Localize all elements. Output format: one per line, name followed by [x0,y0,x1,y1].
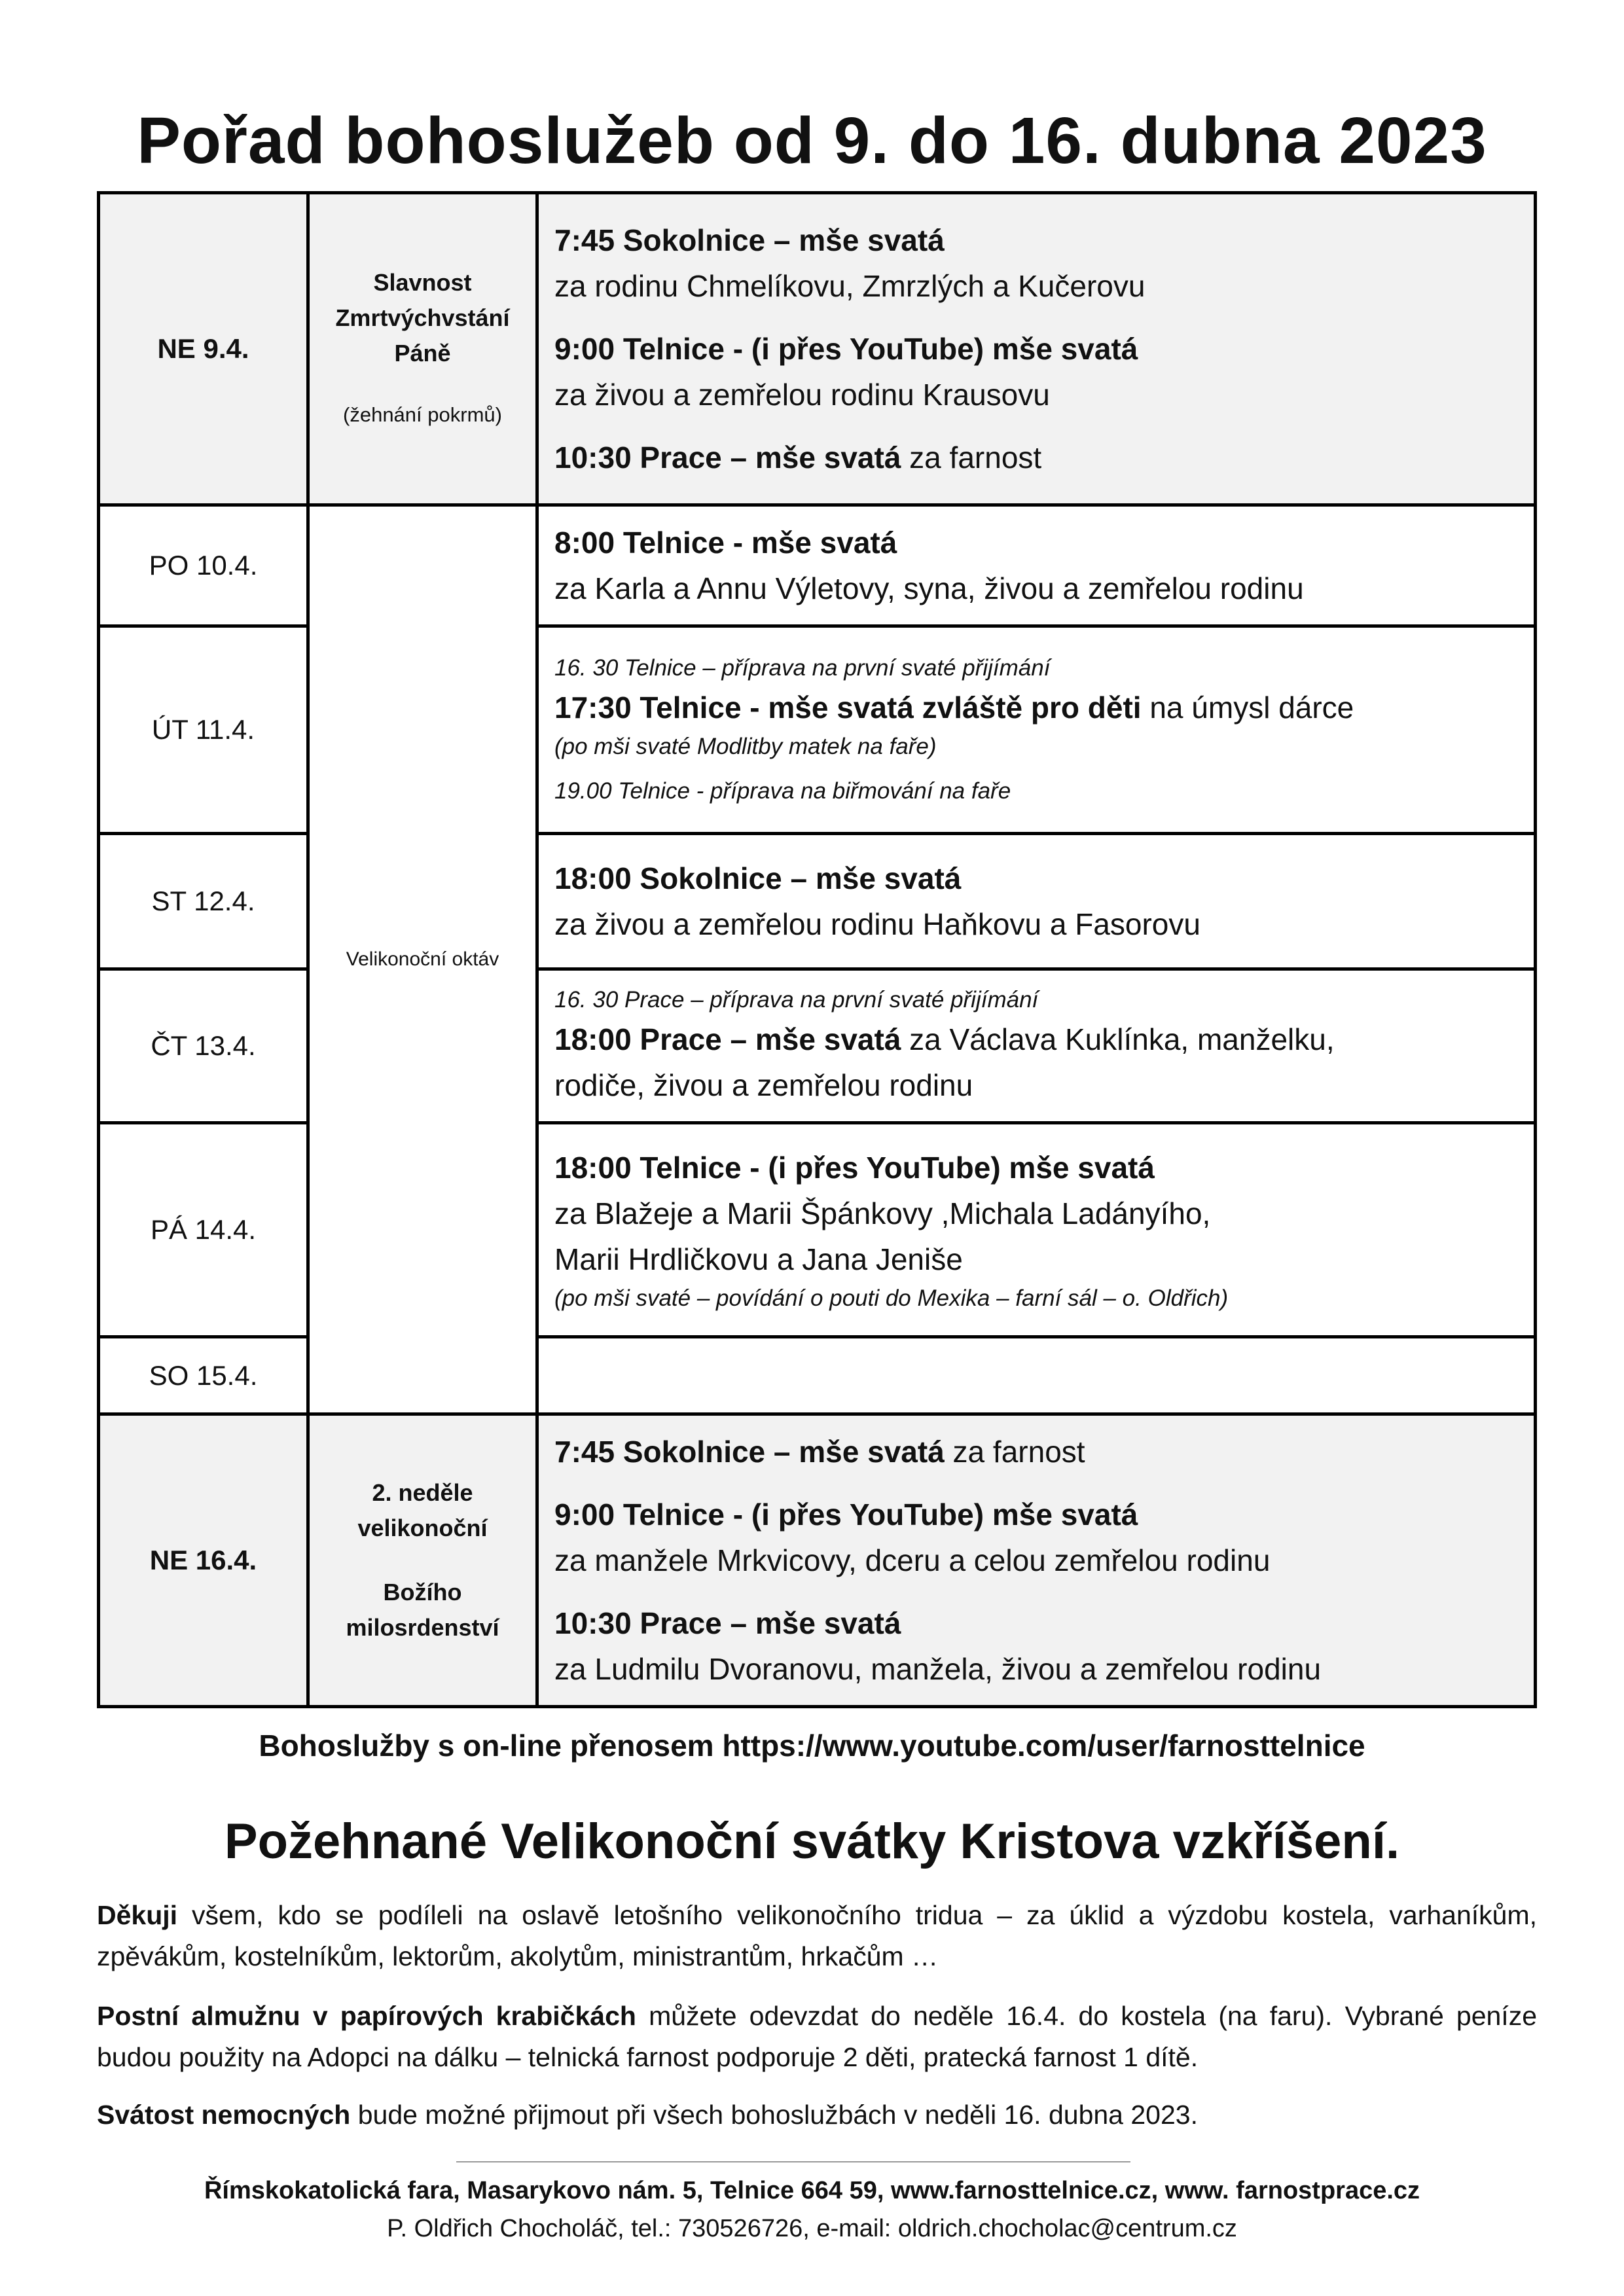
service-entry [554,435,1518,480]
footer-contact: P. Oldřich Chocholáč, tel.: 730526726, e-mail: oldrich.chocholac@centrum.cz [387,2215,1237,2242]
feast-line: 2. neděle [372,1479,473,1506]
service-intention: za farnost [944,1435,1085,1469]
services-cell [537,1414,1536,1707]
service-entry [554,326,1518,418]
service-intention: za Ludmilu Dvoranovu, manžela, živou a zemřelou rodinu [554,1652,1322,1686]
day-cell: NE 16.4. [99,1414,308,1707]
service-intention: za manžele Mrkvicovy, dceru a celou zemřelou rodinu [554,1543,1271,1577]
easter-greeting: Požehnané Velikonoční svátky Kristova vzkříšení. [224,1814,1400,1869]
service-heading: 8:00 Telnice - mše svatá [554,526,897,560]
feast-line: Božího [383,1579,462,1605]
feast-cell [308,193,537,505]
service-note: (po mši svaté – povídání o pouti do Mexika – farní sál – o. Oldřich) [554,1285,1229,1311]
service-note: (po mši svaté Modlitby matek na faře) [554,734,937,759]
day-cell: ČT 13.4. [99,969,308,1123]
feast-line: Zmrtvýchvstání [335,304,510,331]
service-heading: 9:00 Telnice - (i přes YouTube) mše svatá [554,332,1138,366]
day-cell: ÚT 11.4. [99,626,308,834]
service-note: 19.00 Telnice - příprava na biřmování na faře [554,778,1011,804]
service-intention: za rodinu Chmelíkovu, Zmrzlých a Kučerovu [554,269,1146,303]
table-row [99,505,1536,626]
feast-note: (žehnání pokrmů) [343,403,502,426]
online-broadcast-line: Bohoslužby s on-line přenosem https://www.youtube.com/user/farnosttelnice [259,1729,1365,1763]
paragraph-lead: Postní almužnu v papírových krabičkách [97,2001,636,2031]
feast-cell [308,1414,537,1707]
day-cell: PO 10.4. [99,505,308,626]
feast-line: milosrdenství [346,1614,499,1641]
service-heading: 10:30 Prace – mše svatá [554,1606,901,1640]
paragraph-text: můžete odevzdat do neděle 16.4. do kostela (na faru). Vybrané peníze budou použity na Adopci na dálku – telnická farnost podporuje 2 děti, pratecká farnost 1 dítě. [97,2001,1537,2072]
day-cell: PÁ 14.4. [99,1123,308,1337]
service-note: 16. 30 Prace – příprava na první svaté přijímání [554,987,1039,1013]
services-cell [537,1123,1536,1337]
service-note: 16. 30 Telnice – příprava na první svaté přijímání [554,655,1051,681]
service-entry [554,1600,1518,1692]
table-row [99,1414,1536,1707]
paragraph-lead: Svátost nemocných [97,2100,351,2130]
feast-line: Slavnost [373,269,472,296]
octave-cell: Velikonoční oktáv [308,505,537,1414]
service-intention: za živou a zemřelou rodinu Haňkovu a Fasorovu [554,907,1200,941]
services-cell [537,193,1536,505]
services-cell-empty [537,1337,1536,1414]
service-entry [554,217,1518,309]
paragraph-text: bude možné přijmout při všech bohoslužbách v neděli 16. dubna 2023. [350,2100,1198,2130]
service-heading: 17:30 Telnice - mše svatá zvláště pro děti [554,691,1142,725]
service-heading: 9:00 Telnice - (i přes YouTube) mše svatá [554,1498,1138,1532]
services-cell [537,834,1536,969]
service-intention: za farnost [901,440,1042,475]
footer-divider [456,2161,1130,2162]
thanks-paragraph [97,1895,1537,1977]
page-title: Pořad bohoslužeb od 9. do 16. dubna 2023 [137,104,1487,177]
service-intention: Marii Hrdličkovu a Jana Jeniše [554,1242,963,1276]
service-intention: za Blažeje a Marii Špánkovy ,Michala Ladányího, [554,1196,1211,1230]
day-cell: NE 9.4. [99,193,308,505]
feast-line: Páně [394,340,451,367]
service-entry [554,1429,1518,1475]
anointing-paragraph [97,2094,1537,2136]
service-intention: za Václava Kuklínka, manželku, [901,1022,1335,1056]
service-heading: 7:45 Sokolnice – mše svatá [554,1435,945,1469]
service-intention: za živou a zemřelou rodinu Krausovu [554,378,1050,412]
day-cell: SO 15.4. [99,1337,308,1414]
service-heading: 10:30 Prace – mše svatá [554,440,901,475]
service-heading: 18:00 Prace – mše svatá [554,1022,901,1056]
service-heading: 18:00 Telnice - (i přes YouTube) mše svatá [554,1151,1155,1185]
day-cell: ST 12.4. [99,834,308,969]
services-cell [537,969,1536,1123]
table-row [99,193,1536,505]
feast-line: velikonoční [357,1515,488,1541]
services-cell [537,505,1536,626]
paragraph-text: všem, kdo se podíleli na oslavě letošního velikonočního tridua – za úklid a výzdobu kostela, varhaníkům, zpěvákům, kostelníkům, lektorům, akolytům, ministrantům, hrkačům … [97,1900,1537,1971]
services-cell [537,626,1536,834]
service-entry [554,1492,1518,1583]
paragraph-lead: Děkuji [97,1900,178,1930]
alms-paragraph [97,1996,1537,2078]
footer-address: Římskokatolická fara, Masarykovo nám. 5, Telnice 664 59, www.farnosttelnice.cz, www. farnostprace.cz [204,2177,1420,2204]
service-intention: rodiče, živou a zemřelou rodinu [554,1068,973,1102]
service-heading: 7:45 Sokolnice – mše svatá [554,223,945,257]
service-heading: 18:00 Sokolnice – mše svatá [554,861,962,895]
service-intention: za Karla a Annu Výletovy, syna, živou a zemřelou rodinu [554,571,1304,605]
service-intention: na úmysl dárce [1141,691,1354,725]
schedule-table [97,191,1537,1708]
